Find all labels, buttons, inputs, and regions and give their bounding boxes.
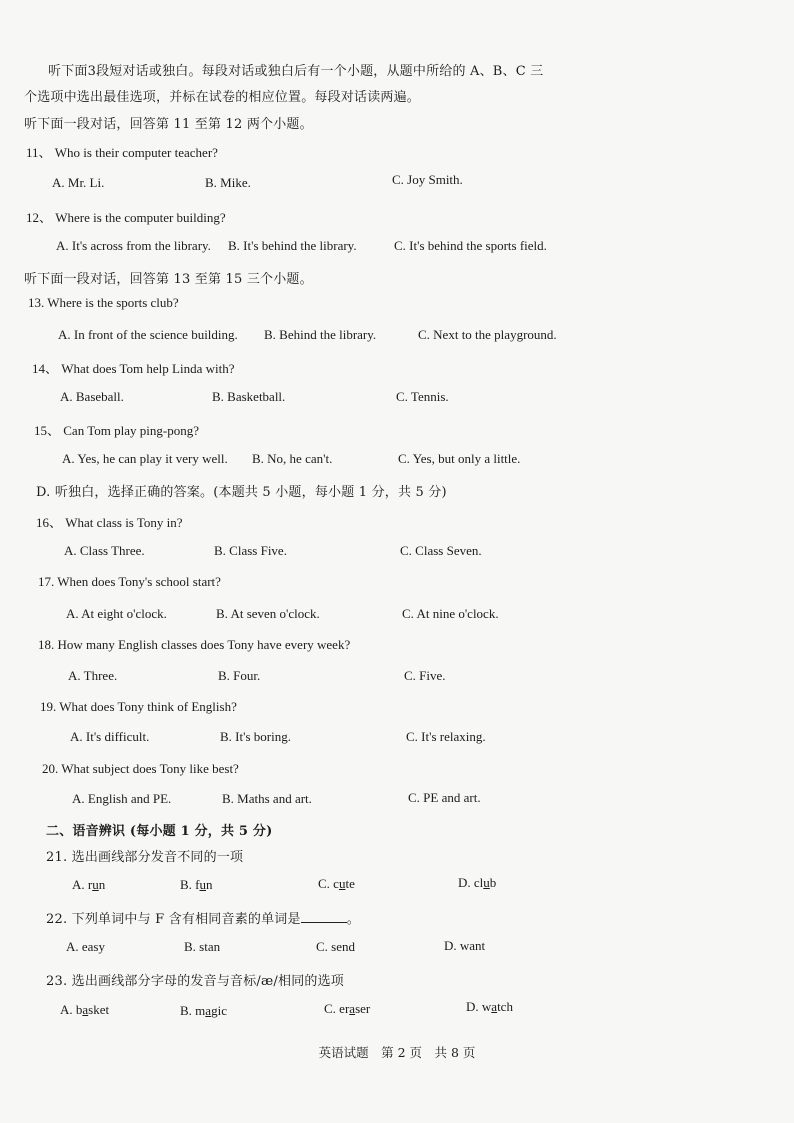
- question-11: [26, 142, 218, 161]
- q13-option-c[interactable]: C. Next to the playground.: [418, 327, 557, 342]
- question-number: 18.: [38, 637, 55, 652]
- q17-option-c[interactable]: C. At nine o'clock.: [402, 606, 499, 621]
- q17-option-a[interactable]: A. At eight o'clock.: [66, 606, 167, 621]
- q20-option-a[interactable]: A. English and PE.: [72, 791, 172, 806]
- question-number: 19.: [40, 699, 57, 714]
- question-12: [26, 207, 226, 226]
- question-number: 15、: [34, 423, 61, 438]
- question-number: 20.: [42, 761, 59, 776]
- question-15: [34, 420, 199, 439]
- q14-option-b[interactable]: B. Basketball.: [212, 389, 286, 404]
- q19-option-c[interactable]: C. It's relaxing.: [406, 729, 486, 744]
- q23-option-a[interactable]: [60, 1002, 109, 1018]
- q22-option-d[interactable]: D. want: [444, 938, 486, 953]
- question-number: 23.: [46, 974, 68, 989]
- q15-option-c[interactable]: C. Yes, but only a little.: [398, 451, 521, 466]
- q11-option-a[interactable]: A. Mr. Li.: [52, 175, 105, 190]
- underlined-letter: u: [199, 877, 206, 892]
- question-14: [32, 358, 235, 377]
- q16-option-a[interactable]: A. Class Three.: [64, 543, 145, 558]
- q22-option-a[interactable]: A. easy: [66, 939, 105, 954]
- q15-option-a[interactable]: A. Yes, he can play it very well.: [62, 451, 228, 466]
- q23-option-d[interactable]: [466, 999, 513, 1015]
- question-16: [36, 512, 183, 531]
- question-text: 选出画线部分发音不同的一项: [71, 850, 244, 865]
- underlined-letter: u: [483, 875, 490, 890]
- option-prefix: B. f: [180, 877, 200, 892]
- question-22: [46, 908, 360, 927]
- q18-option-a[interactable]: A. Three.: [68, 668, 118, 683]
- q20-option-c[interactable]: C. PE and art.: [408, 790, 481, 805]
- question-number: 17.: [38, 574, 55, 589]
- section-13-15-heading: 听下面一段对话，回答第 13 至第 15 三个小题。: [24, 272, 313, 287]
- question-number: 14、: [32, 361, 59, 376]
- question-23: [46, 970, 344, 989]
- option-suffix: b: [489, 875, 497, 890]
- question-number: 22.: [46, 912, 68, 927]
- question-text: 选出画线部分字母的发音与音标/æ/相同的选项: [71, 974, 345, 989]
- section-d-heading: D. 听独白，选择正确的答案。(本题共 5 小题，每小题 1 分，共 5 分): [36, 485, 447, 500]
- question-number: 11、: [26, 145, 52, 160]
- answer-blank[interactable]: [301, 910, 347, 923]
- question-text: Where is the computer building?: [55, 210, 226, 225]
- q12-option-c[interactable]: C. It's behind the sports field.: [394, 238, 547, 253]
- option-prefix: A. b: [60, 1002, 83, 1017]
- underlined-letter: u: [92, 877, 99, 892]
- q23-option-c[interactable]: [324, 1001, 370, 1017]
- question-text: 下列单词中与 F 含有相同音素的单词是: [71, 912, 301, 927]
- q21-option-c[interactable]: [318, 876, 355, 892]
- underlined-letter: u: [338, 876, 346, 891]
- q21-option-d[interactable]: [458, 875, 496, 891]
- q14-option-a[interactable]: A. Baseball.: [60, 389, 124, 404]
- q16-option-c[interactable]: C. Class Seven.: [400, 543, 482, 558]
- q21-option-b[interactable]: [180, 877, 213, 893]
- question-19: [40, 699, 237, 715]
- q19-option-b[interactable]: B. It's boring.: [220, 729, 291, 744]
- q14-option-c[interactable]: C. Tennis.: [396, 389, 449, 404]
- page-footer: 英语试题 第 2 页 共 8 页: [318, 1045, 476, 1060]
- q12-option-b[interactable]: B. It's behind the library.: [228, 238, 357, 253]
- question-text: Can Tom play ping-pong?: [63, 423, 199, 438]
- underlined-letter: a: [205, 1003, 212, 1018]
- question-21: [46, 846, 243, 865]
- option-prefix: C. c: [318, 876, 339, 891]
- question-text: When does Tony's school start?: [57, 574, 221, 589]
- question-text: Where is the sports club?: [47, 295, 179, 310]
- question-number: 21.: [46, 850, 68, 865]
- question-number: 12、: [26, 210, 53, 225]
- q11-option-b[interactable]: B. Mike.: [205, 175, 251, 190]
- q16-option-b[interactable]: B. Class Five.: [214, 543, 287, 558]
- question-13: [28, 295, 179, 311]
- option-prefix: D. cl: [458, 875, 484, 890]
- q18-option-c[interactable]: C. Five.: [404, 668, 446, 683]
- option-suffix: n: [98, 877, 106, 892]
- option-suffix: n: [206, 877, 213, 892]
- option-prefix: D. w: [466, 999, 492, 1014]
- question-text: What class is Tony in?: [65, 515, 183, 530]
- question-number: 13.: [28, 295, 45, 310]
- q21-option-a[interactable]: [72, 877, 105, 893]
- option-prefix: B. m: [180, 1003, 206, 1018]
- underlined-letter: a: [82, 1002, 89, 1017]
- q22-option-b[interactable]: B. stan: [184, 939, 221, 954]
- intro-line-2: 个选项中选出最佳选项，并标在试卷的相应位置。每段对话读两遍。: [24, 90, 421, 105]
- q23-option-b[interactable]: [180, 1003, 227, 1019]
- question-text: What does Tom help Linda with?: [61, 361, 235, 376]
- question-text: Who is their computer teacher?: [54, 145, 218, 160]
- q17-option-b[interactable]: B. At seven o'clock.: [216, 606, 320, 621]
- option-suffix: sket: [88, 1002, 110, 1017]
- q18-option-b[interactable]: B. Four.: [218, 668, 261, 683]
- option-suffix: ser: [355, 1001, 371, 1016]
- option-prefix: A. r: [72, 877, 93, 892]
- underlined-letter: a: [349, 1001, 356, 1016]
- question-text: What subject does Tony like best?: [61, 761, 239, 776]
- q13-option-b[interactable]: B. Behind the library.: [264, 327, 377, 342]
- option-suffix: te: [345, 876, 355, 891]
- question-text: What does Tony think of English?: [59, 699, 237, 714]
- question-text-end: 。: [346, 912, 360, 927]
- q22-option-c[interactable]: C. send: [316, 939, 355, 954]
- underlined-letter: a: [491, 999, 498, 1014]
- question-20: [42, 761, 239, 777]
- question-18: [38, 637, 350, 653]
- q15-option-b[interactable]: B. No, he can't.: [252, 451, 333, 466]
- q12-option-a[interactable]: A. It's across from the library.: [56, 238, 211, 253]
- question-text: How many English classes does Tony have every week?: [57, 637, 351, 652]
- option-prefix: C. er: [324, 1001, 350, 1016]
- question-17: [38, 574, 221, 590]
- section-2-heading: 二、语音辨识 (每小题 1 分，共 5 分): [46, 824, 273, 839]
- option-suffix: tch: [497, 999, 513, 1014]
- q13-option-a[interactable]: A. In front of the science building.: [58, 327, 238, 342]
- q20-option-b[interactable]: B. Maths and art.: [222, 791, 312, 806]
- option-suffix: gic: [211, 1003, 227, 1018]
- q19-option-a[interactable]: A. It's difficult.: [70, 729, 150, 744]
- intro-line-3: 听下面一段对话，回答第 11 至第 12 两个小题。: [24, 117, 313, 132]
- question-number: 16、: [36, 515, 63, 530]
- intro-line-1: 听下面3段短对话或独白。每段对话或独白后有一个小题，从题中所给的 A、B、C 三: [48, 64, 544, 79]
- q11-option-c[interactable]: C. Joy Smith.: [392, 172, 463, 187]
